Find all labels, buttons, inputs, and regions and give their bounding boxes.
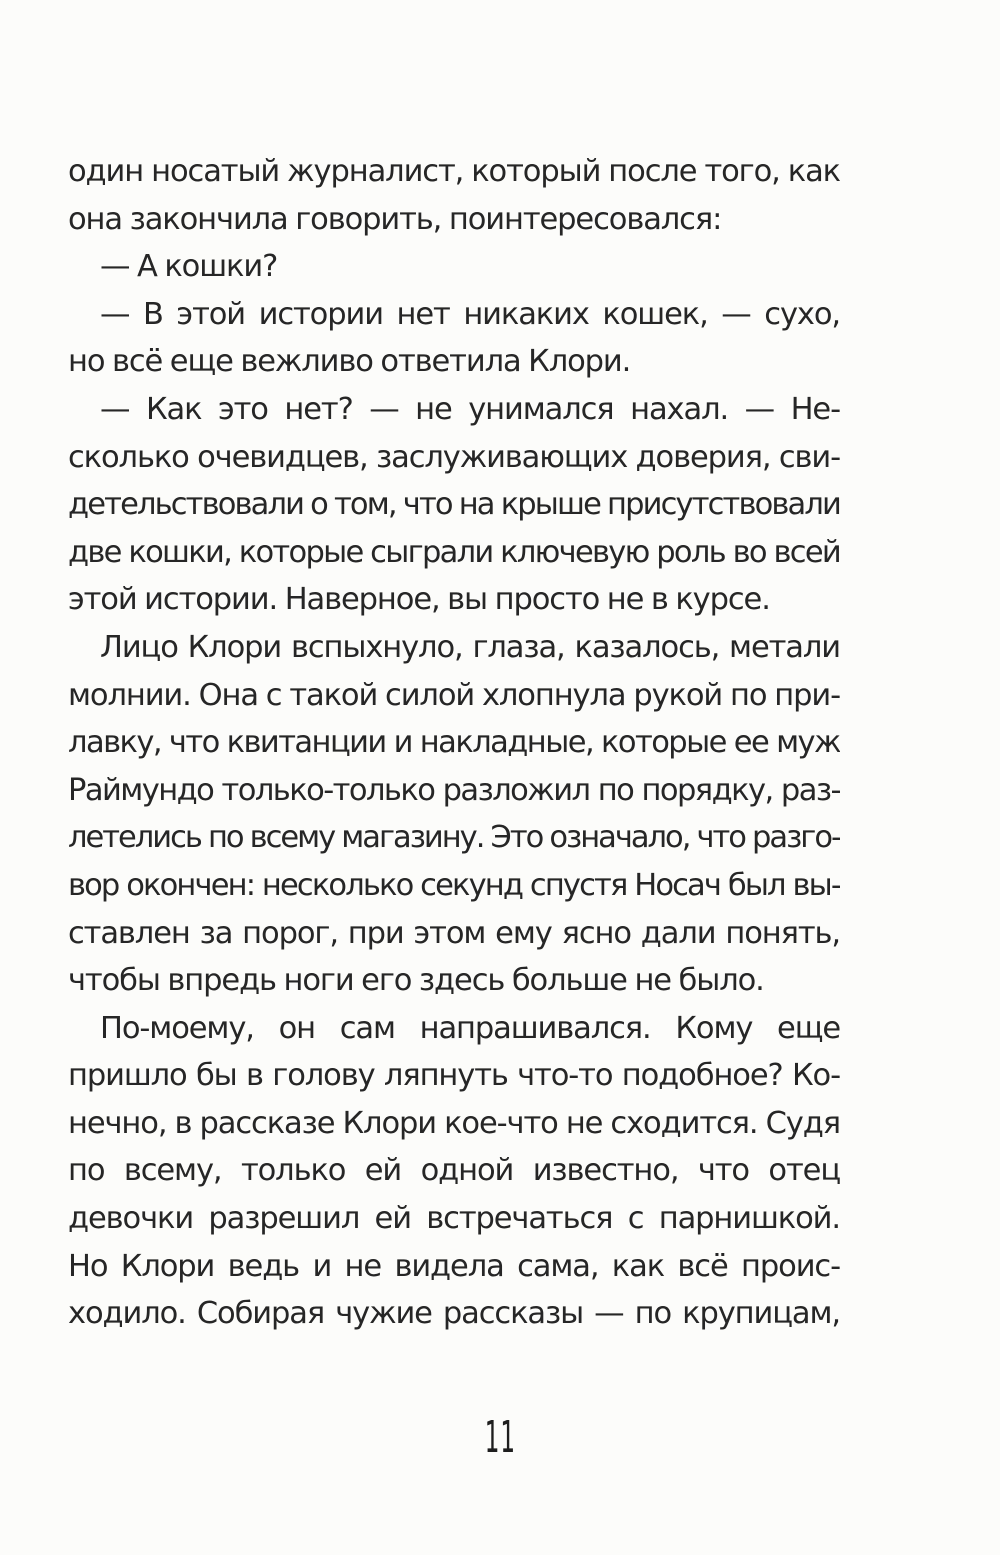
text-line: — А кошки? bbox=[100, 249, 278, 285]
text-line: Раймундо только-только разложил по порядку, раз- bbox=[68, 772, 840, 808]
text-line: две кошки, которые сыграли ключевую роль во всей bbox=[68, 534, 840, 570]
text-line: пришло бы в голову ляпнуть что-то подобное? Ко- bbox=[68, 1058, 840, 1094]
text-line: лавку, что квитанции и накладные, которые ее муж bbox=[68, 725, 840, 761]
text-line: По-моему, он сам напрашивался. Кому еще bbox=[100, 1010, 840, 1046]
text-line: вор окончен: несколько секунд спустя Носач был вы- bbox=[68, 867, 840, 903]
text-line: — В этой истории нет никаких кошек, — сухо, bbox=[100, 296, 840, 332]
text-line: она закончила говорить, поинтересовался: bbox=[68, 201, 722, 237]
text-line: ставлен за порог, при этом ему ясно дали понять, bbox=[68, 915, 840, 951]
text-line: — Как это нет? — не унимался нахал. — Не- bbox=[100, 391, 840, 427]
text-line: детельствовали о том, что на крыше присутствовали bbox=[68, 487, 840, 523]
text-line: но всё еще вежливо ответила Клори. bbox=[68, 344, 631, 380]
text-line: чтобы впредь ноги его здесь больше не было. bbox=[68, 963, 764, 999]
body-text bbox=[68, 148, 840, 1338]
text-line: ходило. Собирая чужие рассказы — по крупицам, bbox=[68, 1296, 840, 1332]
text-line: Но Клори ведь и не видела сама, как всё проис- bbox=[68, 1248, 840, 1284]
text-line: сколько очевидцев, заслуживающих доверия, сви- bbox=[68, 439, 840, 475]
text-line: девочки разрешил ей встречаться с парнишкой. bbox=[68, 1201, 840, 1237]
page-number: 11 bbox=[484, 1412, 516, 1463]
text-line: молнии. Она с такой силой хлопнула рукой по при- bbox=[68, 677, 840, 713]
text-line: один носатый журналист, который после того, как bbox=[68, 154, 840, 189]
text-line: летелись по всему магазину. Это означало, что разго- bbox=[68, 820, 840, 856]
text-line: этой истории. Наверное, вы просто не в курсе. bbox=[68, 582, 770, 618]
text-line: нечно, в рассказе Клори кое-что не сходится. Судя bbox=[68, 1105, 840, 1141]
text-line: Лицо Клори вспыхнуло, глаза, казалось, метали bbox=[100, 629, 840, 665]
text-line: по всему, только ей одной известно, что отец bbox=[68, 1153, 840, 1189]
